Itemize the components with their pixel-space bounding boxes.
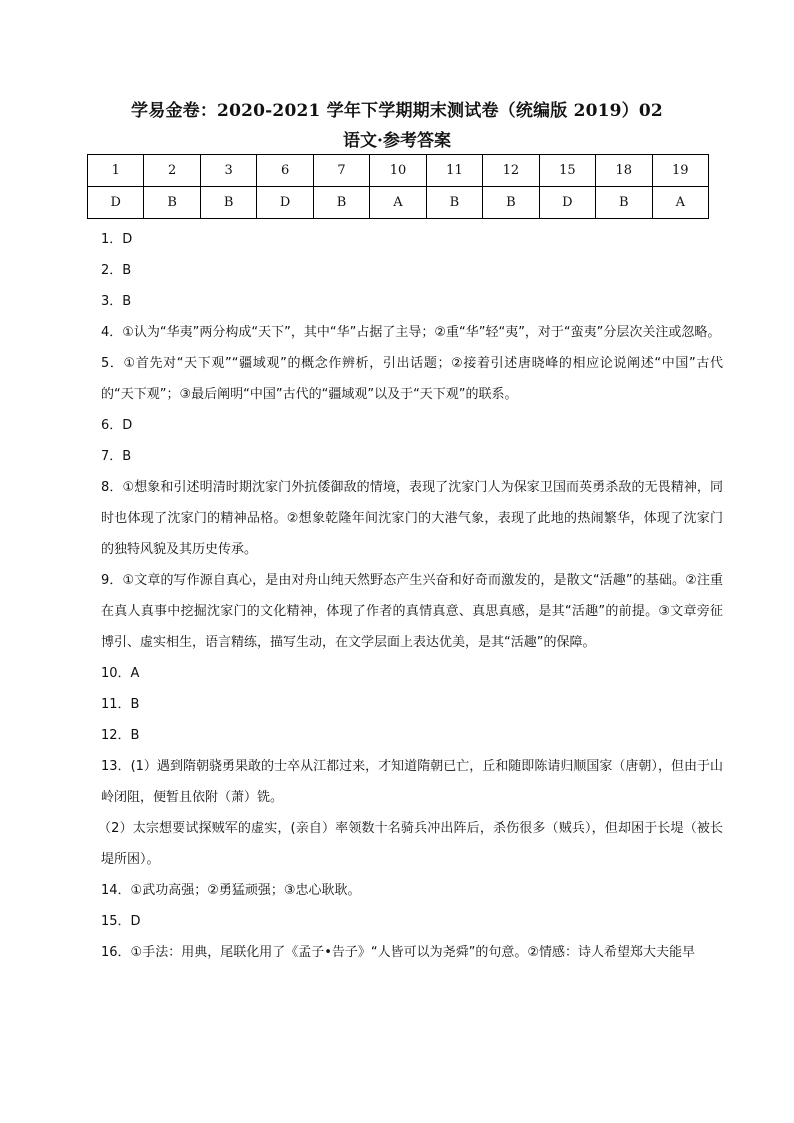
question-number-cell: 19 <box>652 155 708 187</box>
answer-item: （2）太宗想要试探贼军的虚实，(亲自）率领数十名骑兵冲出阵后，杀伤很多（贼兵），但却困于长堤（被长堤所困）。 <box>98 821 723 867</box>
answer-item: 5．①首先对“天下观”“疆域观”的概念作辨析，引出话题；②接着引述唐晓峰的相应论说阐述“中国”古代的“天下观”；③最后阐明“中国”古代的“疆域观”以及于“天下观”的联系。 <box>101 356 723 402</box>
question-number-cell: 3 <box>200 155 256 187</box>
answer-letter-cell: B <box>483 187 539 219</box>
answer-letter-cell: D <box>539 187 595 219</box>
answer-item: 10．A <box>101 666 140 681</box>
answer-item: 11．B <box>101 697 140 712</box>
answer-letter-cell: D <box>88 187 144 219</box>
answer-letter-cell: D <box>257 187 313 219</box>
question-number-cell: 1 <box>88 155 144 187</box>
question-number-cell: 7 <box>313 155 369 187</box>
answer-item: 16．①手法：用典，尾联化用了《孟子•告子》“人皆可以为尧舜”的句意。②情感：诗人希望郑大夫能早 <box>101 945 695 960</box>
answer-key-table <box>87 154 709 219</box>
answer-letter-cell: A <box>370 187 426 219</box>
answer-item: 7．B <box>101 449 132 464</box>
answer-list <box>98 224 723 968</box>
answer-letter-cell: B <box>144 187 200 219</box>
answer-letter-cell: B <box>313 187 369 219</box>
answer-item: 3．B <box>101 294 132 309</box>
answer-item: 1．D <box>101 232 133 247</box>
answer-letter-row <box>88 187 709 219</box>
page-title: 学易金卷：2020-2021 学年下学期期末测试卷（统编版 2019）02 <box>131 101 663 121</box>
answer-item: 13．(1）遇到隋朝骁勇果敢的士卒从江都过来，才知道隋朝已亡，丘和随即陈请归顺国家（唐朝），但由于山岭闭阻，便暂且依附（萧）铣。 <box>101 759 723 805</box>
answer-item: 6．D <box>101 418 133 433</box>
answer-item: 15．D <box>101 914 141 929</box>
page-subtitle: 语文·参考答案 <box>343 131 451 151</box>
answer-letter-cell: B <box>596 187 652 219</box>
answer-letter-cell: B <box>426 187 482 219</box>
answer-item: 4．①认为“华夷”两分构成“天下”，其中“华”占据了主导；②重“华”轻“夷”，对于“蛮夷”分层次关注或忽略。 <box>101 325 721 340</box>
question-number-cell: 10 <box>370 155 426 187</box>
question-number-cell: 12 <box>483 155 539 187</box>
question-number-cell: 11 <box>426 155 482 187</box>
answer-item: 14．①武功高强；②勇猛顽强；③忠心耿耿。 <box>101 883 361 898</box>
answer-item: 8．①想象和引述明清时期沈家门外抗倭御敌的情境，表现了沈家门人为保家卫国而英勇杀敌的无畏精神，同时也体现了沈家门的精神品格。②想象乾隆年间沈家门的大港气象，表现了此地的热闹繁华，体现了沈家门的独特风貌及其历史传承。 <box>101 480 723 557</box>
question-number-cell: 18 <box>596 155 652 187</box>
answer-item: 12．B <box>101 728 140 743</box>
answer-letter-cell: B <box>200 187 256 219</box>
question-number-cell: 6 <box>257 155 313 187</box>
answer-item: 9．①文章的写作源自真心，是由对舟山纯天然野态产生兴奋和好奇而激发的，是散文“活趣”的基础。②注重在真人真事中挖掘沈家门的文化精神，体现了作者的真情真意、真思真感，是其“活趣”的前提。③文章旁征博引、虚实相生，语言精练，描写生动，在文学层面上表达优美，是其“活趣”的保障。 <box>101 573 723 650</box>
question-number-cell: 15 <box>539 155 595 187</box>
question-number-cell: 2 <box>144 155 200 187</box>
answer-item: 2．B <box>101 263 132 278</box>
answer-letter-cell: A <box>652 187 708 219</box>
question-number-row <box>88 155 709 187</box>
